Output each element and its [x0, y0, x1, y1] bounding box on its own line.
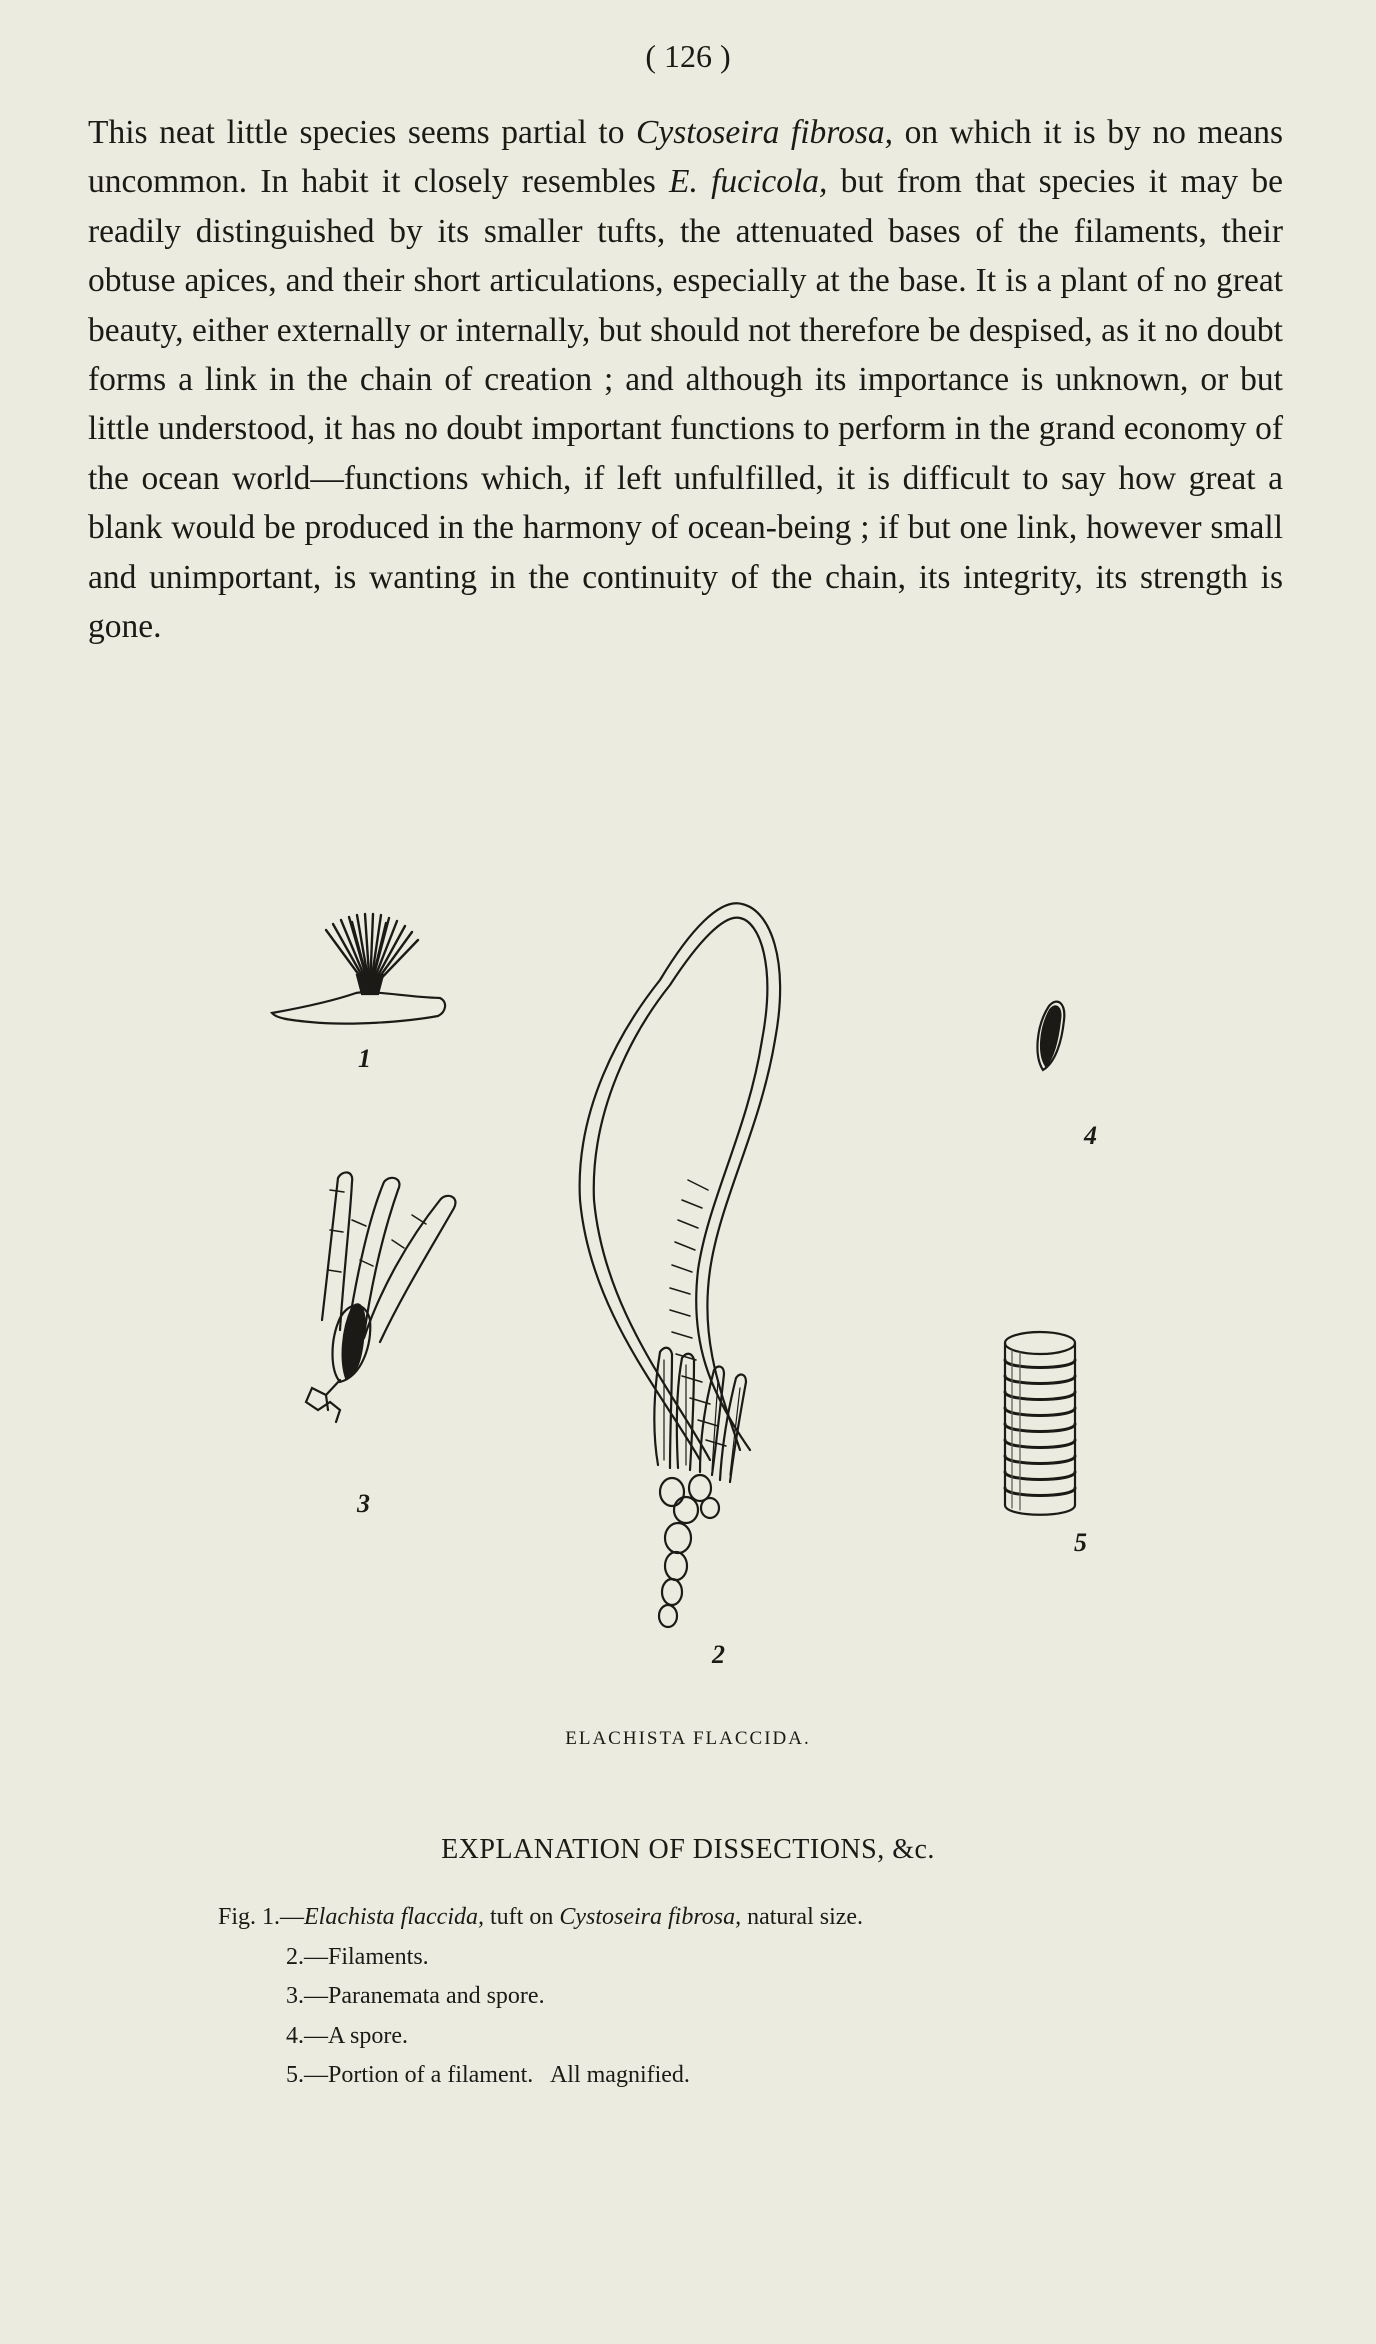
fig2-filaments	[580, 903, 781, 1627]
dissection-figure	[0, 890, 1376, 1690]
page-number: ( 126 )	[645, 38, 731, 74]
body-paragraph: This neat little species seems partial to Cystoseira fibrosa, on which it is by no means uncommon. In habit it closely resembles E. fucicola, but from that species it may be readily distinguished by its smaller tufts, the attenuated bases of the filaments, their obtuse apices, and their short articulations, especially at the base. It is a plant of no great beauty, either externally or internally, but should not therefore be despised, as it no doubt forms a link in the chain of creation ; and although its importance is unknown, or but little understood, it has no doubt important functions to perform in the grand economy of the ocean world—functions which, if left unfulfilled, it is difficult to say how great a blank would be produced in the harmony of ocean-being ; if but one link, however small and unimportant, is wanting in the continuity of the chain, its integrity, its strength is gone.	[88, 114, 1284, 646]
fig1-tuft	[272, 914, 445, 1024]
list-item: 2.—Filaments.	[286, 1943, 429, 1970]
fig-label-5: 5	[1074, 1528, 1087, 1557]
species-name: E. fucicola,	[669, 163, 828, 201]
fig-label-2: 2	[712, 1640, 725, 1669]
fig-label-1: 1	[358, 1044, 371, 1073]
species-name: Cystoseira fibrosa,	[636, 114, 894, 151]
list-item: Fig. 1.—Elachista flaccida, tuft on Cystoseira fibrosa, natural size.	[218, 1904, 864, 1930]
explanation-list	[218, 1898, 863, 2096]
fig-label-3: 3	[357, 1489, 370, 1518]
list-item: 4.—A spore.	[286, 2022, 408, 2049]
fig3-paranemata	[306, 1172, 455, 1422]
explanation-heading: EXPLANATION OF DISSECTIONS, &c.	[441, 1834, 935, 1865]
fig5-filament-portion	[1005, 1332, 1075, 1515]
fig4-spore	[1037, 1002, 1064, 1070]
list-item: 3.—Paranemata and spore.	[286, 1983, 545, 2009]
fig-label-4: 4	[1084, 1121, 1097, 1150]
figure-caption: ELACHISTA FLACCIDA.	[565, 1728, 811, 1749]
list-item: 5.—Portion of a filament. All magnified.	[286, 2062, 690, 2088]
